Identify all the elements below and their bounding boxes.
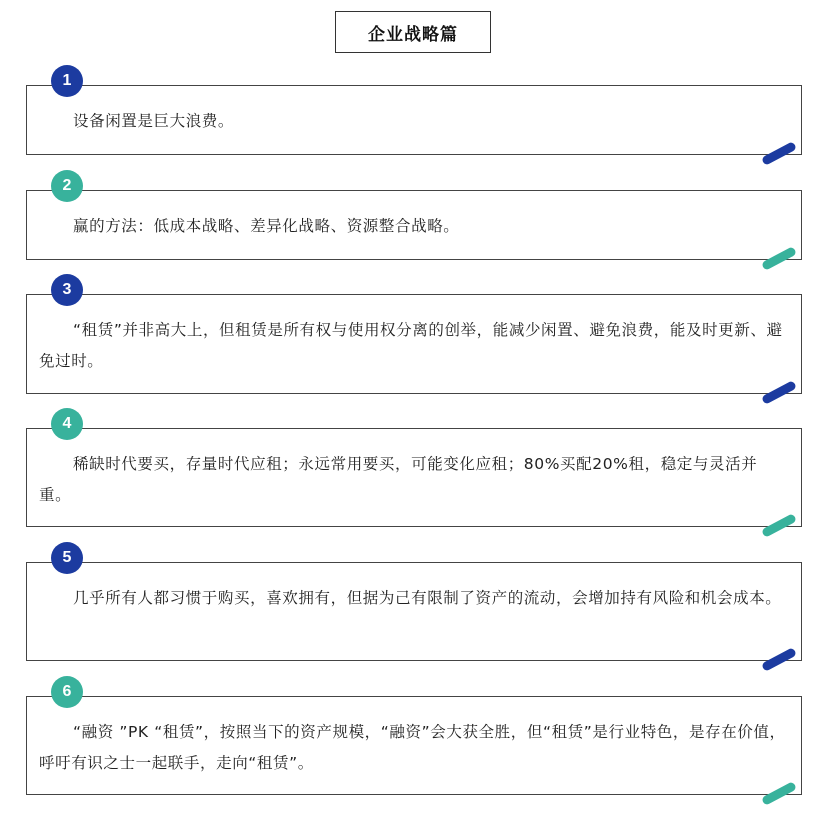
- point-card-6: [26, 696, 802, 795]
- point-text-2: 赢的方法：低成本战略、差异化战略、资源整合战略。: [73, 217, 460, 235]
- number-badge-1: 1: [51, 65, 83, 97]
- point-card-1: [26, 85, 802, 155]
- number-badge-2: 2: [51, 170, 83, 202]
- point-text-1: 设备闲置是巨大浪费。: [73, 112, 235, 130]
- page-title: 企业战略篇: [335, 11, 491, 53]
- point-card-2: [26, 190, 802, 260]
- number-badge-3: 3: [51, 274, 83, 306]
- point-text-6: “融资 ”PK “租赁”，按照当下的资产规模，“融资”会大获全胜，但“租赁”是行业特色，是存在价值，呼吁有识之士一起联手，走向“租赁”。: [39, 723, 786, 772]
- point-text-5: 几乎所有人都习惯于购买，喜欢拥有，但据为己有限制了资产的流动，会增加持有风险和机会成本。: [73, 589, 782, 607]
- point-text-4: 稀缺时代要买，存量时代应租；永远常用要买，可能变化应租；80%买配20%租，稳定与灵活并重。: [39, 455, 758, 504]
- number-badge-6: 6: [51, 676, 83, 708]
- point-card-4: [26, 428, 802, 527]
- number-badge-5: 5: [51, 542, 83, 574]
- point-text-3: “租赁”并非高大上，但租赁是所有权与使用权分离的创举，能减少闲置、避免浪费，能及时更新、避免过时。: [39, 321, 783, 370]
- point-card-3: [26, 294, 802, 394]
- number-badge-4: 4: [51, 408, 83, 440]
- point-card-5: [26, 562, 802, 661]
